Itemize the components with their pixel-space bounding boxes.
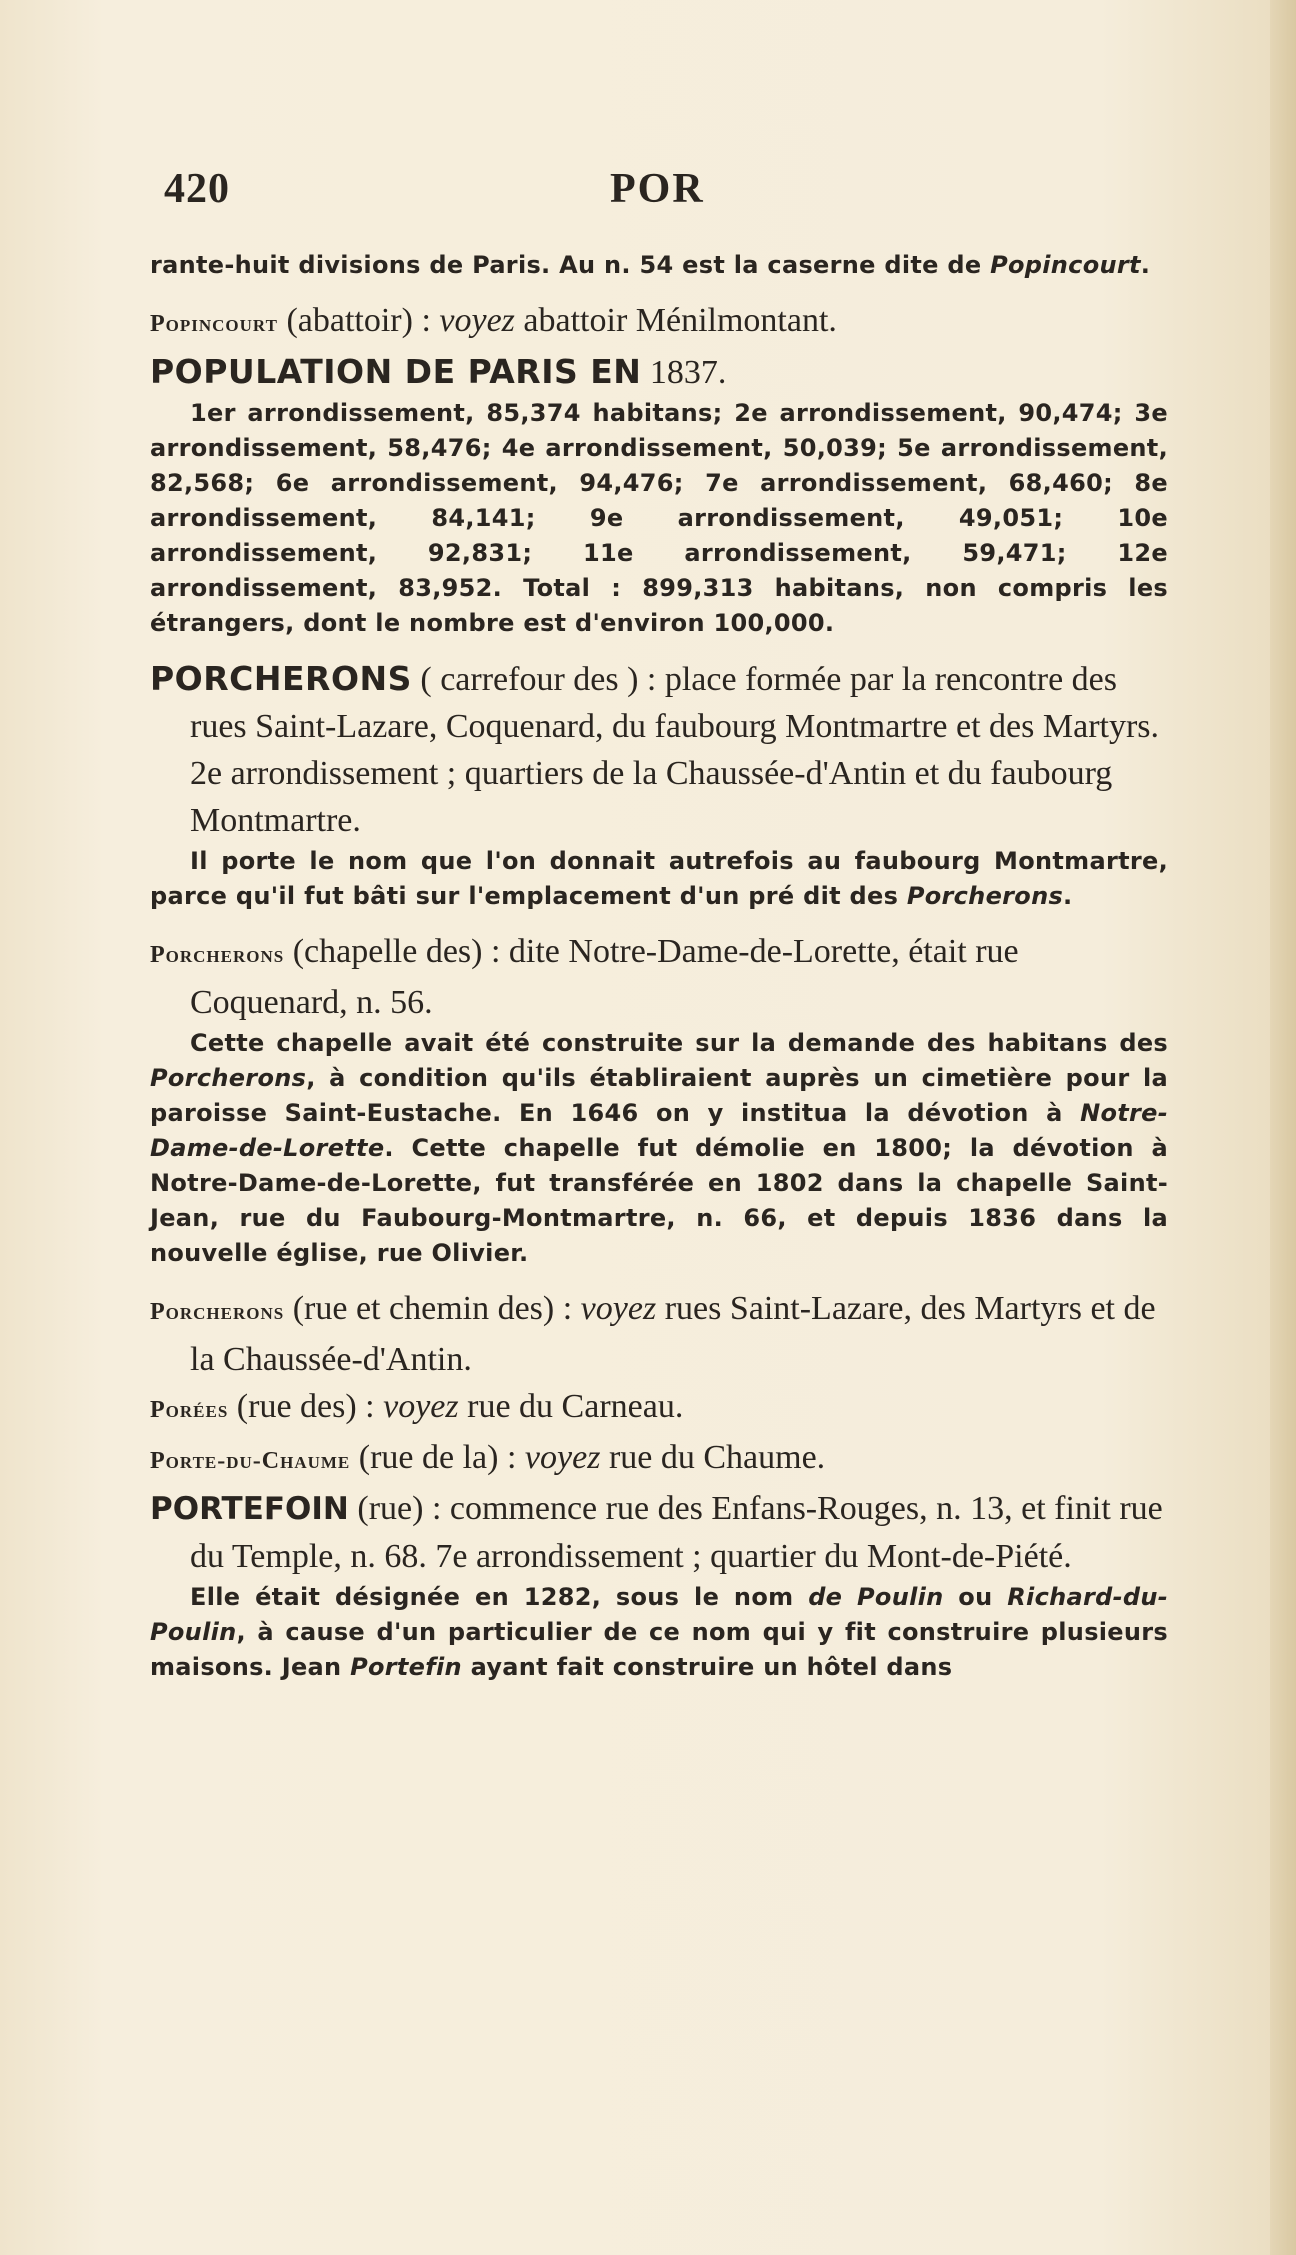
paragraph-continuation: rante-huit divisions de Paris. Au n. 54 est la caserne dite de Popincourt.	[150, 251, 1151, 279]
population-paragraph: 1er arrondissement, 85,374 habitans; 2e arrondissement, 90,474; 3e arrondissement, 58,476; 4e arrondissement, 50,039; 5e arrondissement, 82,568; 6e arrondissement, 94,476; 7e arrondissement, 68,460; 8e arrondissement, 84,141; 9e arrondissement, 49,051; 10e arrondissement, 92,831; 11e arrondissement, 59,471; 12e arrondissement, 83,952. Total : 899,313 habitans, non compris les étrangers, dont le nombre est d'environ 100,000.	[150, 399, 1168, 637]
page-header	[150, 165, 1150, 225]
entry-porcherons-carrefour: PORCHERONS ( carrefour des ) : place formée par la rencontre des rues Saint-Lazare, Coquenard, du faubourg Montmartre et des Martyrs. 2e arrondissement ; quartiers de la Chaussée-d'Antin et du faubourg Montmartre.	[150, 659, 1160, 839]
entry-popincourt-abattoir: Popincourt (abattoir) : voyez abattoir Ménilmontant.	[150, 302, 837, 339]
running-head: POR	[610, 166, 705, 212]
entry-porcherons-chapelle: Porcherons (chapelle des) : dite Notre-Dame-de-Lorette, était rue Coquenard, n. 56.	[150, 933, 1019, 1021]
chapelle-note: Cette chapelle avait été construite sur la demande des habitans des Porcherons, à condition qu'ils établiraient auprès un cimetière pour la paroisse Saint-Eustache. En 1646 on y institua la dévotion à Notre-Dame-de-Lorette. Cette chapelle fut démolie en 1800; la dévotion à Notre-Dame-de-Lorette, fut transférée en 1802 dans la chapelle Saint-Jean, rue du Faubourg-Montmartre, n. 66, et depuis 1836 dans la nouvelle église, rue Olivier.	[150, 1029, 1168, 1267]
entry-porees: Porées (rue des) : voyez rue du Carneau.	[150, 1388, 684, 1425]
page-body	[150, 248, 1168, 1685]
entry-porte-du-chaume: Porte-du-Chaume (rue de la) : voyez rue du Chaume.	[150, 1439, 826, 1476]
entry-porcherons-rue: Porcherons (rue et chemin des) : voyez rues Saint-Lazare, des Martyrs et de la Chaussée-d'Antin.	[150, 1290, 1156, 1378]
portefoin-note: Elle était désignée en 1282, sous le nom de Poulin ou Richard-du-Poulin, à cause d'un particulier de ce nom qui y fit construire plusieurs maisons. Jean Portefin ayant fait construire un hôtel dans	[150, 1583, 1168, 1681]
entry-portefoin: PORTEFOIN (rue) : commence rue des Enfans-Rouges, n. 13, et finit rue du Temple, n. 68. 7e arrondissement ; quartier du Mont-de-Piété.	[150, 1490, 1163, 1575]
page-number: 420	[164, 166, 230, 212]
porcherons-note: Il porte le nom que l'on donnait autrefois au faubourg Montmartre, parce qu'il fut bâti sur l'emplacement d'un pré dit des Porcherons.	[150, 847, 1168, 910]
entry-population-heading: POPULATION DE PARIS EN 1837.	[150, 352, 727, 391]
page-edge-shadow	[1270, 0, 1296, 2255]
